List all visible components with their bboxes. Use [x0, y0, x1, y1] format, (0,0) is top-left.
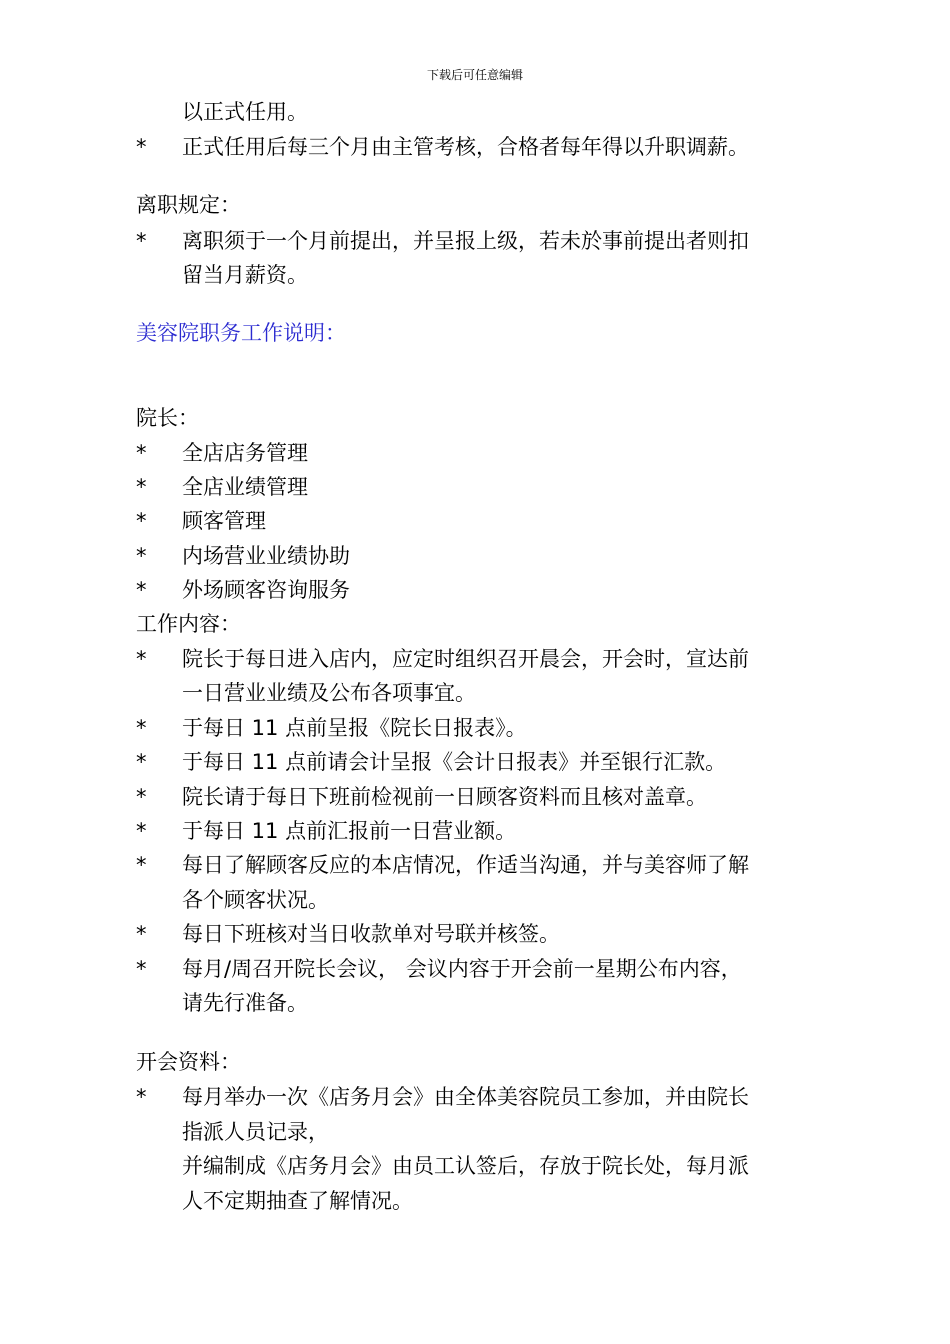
- meeting-item-line: 人不定期抽查了解情况。: [182, 1189, 413, 1213]
- director-duty-item: 全店店务管理: [182, 441, 308, 465]
- work-item-line: 于每日 11 点前汇报前一日营业额。: [182, 819, 517, 843]
- bullet-marker: *: [136, 475, 147, 499]
- bullet-marker: *: [136, 785, 147, 809]
- director-heading: 院长：: [136, 406, 199, 430]
- director-duty-item: 内场营业业绩协助: [182, 544, 350, 568]
- bullet-marker: *: [136, 441, 147, 465]
- probation-continuation: 以正式任用。: [182, 100, 308, 124]
- page-header: 下载后可任意编辑: [426, 68, 523, 82]
- work-item-line: 每日下班核对当日收款单对号联并核签。: [182, 922, 560, 946]
- work-item-line: 各个顾客状况。: [182, 888, 329, 912]
- bullet-marker: *: [136, 1085, 147, 1109]
- work-item-line: 院长请于每日下班前检视前一日顾客资料而且核对盖章。: [182, 785, 707, 809]
- work-item-line: 每日了解顾客反应的本店情况，作适当沟通，并与美容师了解: [182, 853, 749, 877]
- resignation-heading: 离职规定：: [136, 193, 241, 217]
- meeting-item-line: 指派人员记录，: [182, 1120, 329, 1144]
- bullet-marker: *: [136, 957, 147, 981]
- director-duty-item: 顾客管理: [182, 509, 266, 533]
- bullet-marker: *: [136, 578, 147, 602]
- bullet-marker: *: [136, 229, 147, 253]
- meeting-item-line: 每月举办一次《店务月会》由全体美容院员工参加，并由院长: [182, 1085, 749, 1109]
- section-title: 美容院职务工作说明：: [136, 321, 346, 345]
- meeting-item-line: 并编制成《店务月会》由员工认签后，存放于院长处，每月派: [182, 1154, 749, 1178]
- bullet-marker: *: [136, 135, 147, 159]
- meeting-heading: 开会资料：: [136, 1050, 241, 1074]
- bullet-marker: *: [136, 853, 147, 877]
- resignation-item-line2: 留当月薪资。: [182, 263, 308, 287]
- director-duty-item: 外场顾客咨询服务: [182, 578, 350, 602]
- work-item-line: 院长于每日进入店内，应定时组织召开晨会，开会时，宣达前: [182, 647, 749, 671]
- bullet-marker: *: [136, 819, 147, 843]
- work-item-line: 于每日 11 点前呈报《院长日报表》。: [182, 716, 527, 740]
- probation-item: 正式任用后每三个月由主管考核，合格者每年得以升职调薪。: [182, 135, 749, 159]
- bullet-marker: *: [136, 647, 147, 671]
- work-item-line: 每月/周召开院长会议， 会议内容于开会前一星期公布内容，: [182, 957, 742, 981]
- director-duty-item: 全店业绩管理: [182, 475, 308, 499]
- bullet-marker: *: [136, 716, 147, 740]
- bullet-marker: *: [136, 922, 147, 946]
- work-content-heading: 工作内容：: [136, 612, 241, 636]
- work-item-line: 请先行准备。: [182, 991, 308, 1015]
- work-item-line: 一日营业业绩及公布各项事宜。: [182, 681, 476, 705]
- bullet-marker: *: [136, 544, 147, 568]
- bullet-marker: *: [136, 509, 147, 533]
- bullet-marker: *: [136, 750, 147, 774]
- resignation-item-line1: 离职须于一个月前提出，并呈报上级，若未於事前提出者则扣: [182, 229, 749, 253]
- work-item-line: 于每日 11 点前请会计呈报《会计日报表》并至银行汇款。: [182, 750, 727, 774]
